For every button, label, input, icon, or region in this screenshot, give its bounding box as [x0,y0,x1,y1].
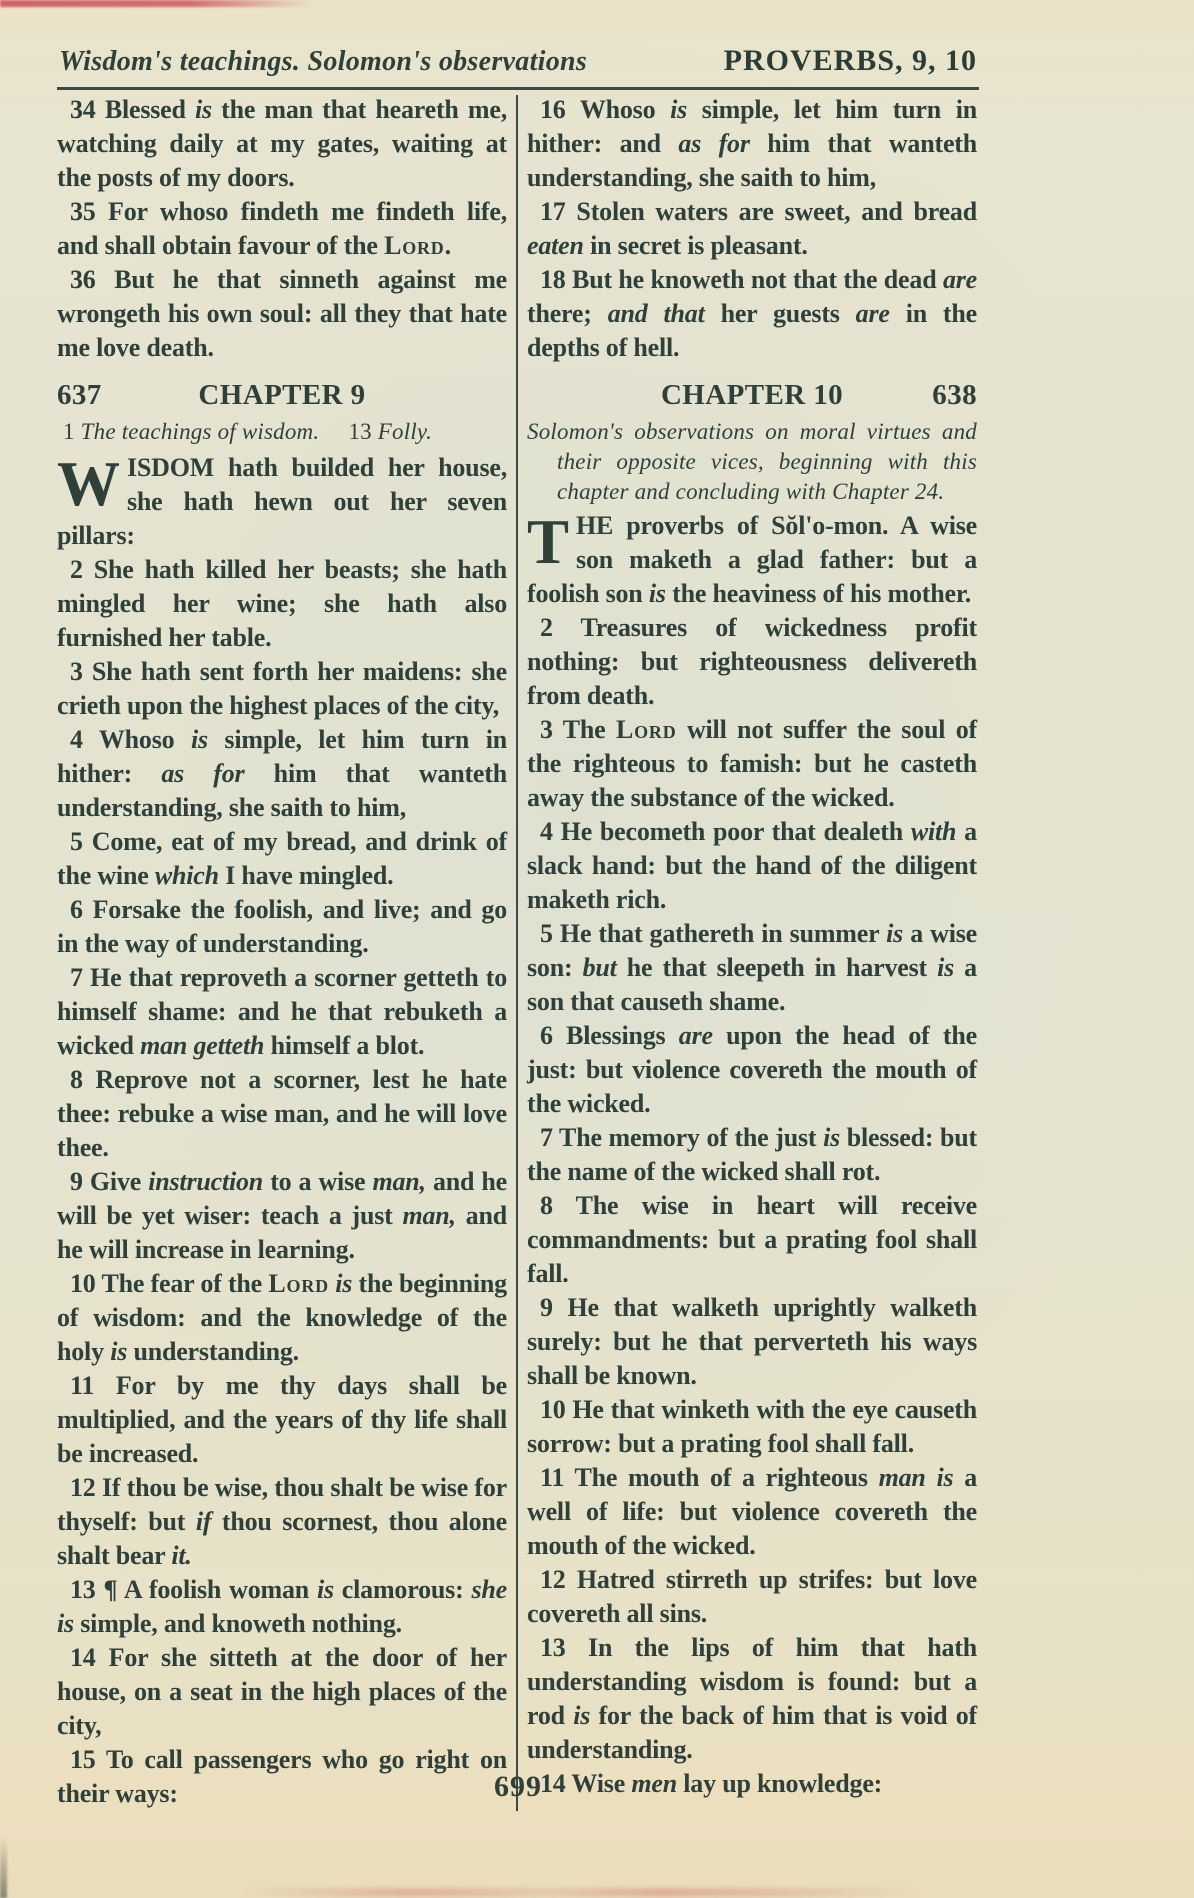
italic-word: she is [57,1575,507,1638]
column-left [57,93,507,1811]
italic-word: are [855,299,890,328]
scan-edge-shadow [0,1838,7,1898]
italic-word: are [678,1021,713,1050]
verse: 18 But he knoweth not that the dead are there; and that her guests are in the depths of hell. [527,265,977,362]
italic-word: and that [607,299,705,328]
verse: 2 She hath killed her beasts; she hath mingled her wine; she hath also furnished her table. [57,555,507,652]
column-right [527,93,977,1811]
verse: 11 The mouth of a righteous man is a well of life: but violence covereth the mouth of the wicked. [527,1463,978,1560]
verse: 9 He that walketh uprightly walketh surely: but he that perverteth his ways shall be known. [527,1293,977,1390]
bleed-through-red-text [240,1888,920,1897]
verse: 5 Come, eat of my bread, and drink of the wine which I have mingled. [57,827,507,890]
page-number: 699 [494,1770,542,1803]
chapter-summary: 1 The teachings of wisdom. 13 Folly. [63,419,433,444]
verse: THE proverbs of Sŏl'o-mon. A wise son maketh a glad father: but a foolish son is the heaviness of his mother. [527,507,977,608]
italic-word: if [195,1507,212,1536]
chapter-heading [527,378,977,412]
italic-word: eaten [527,231,584,260]
verse: 7 He that reproveth a scorner getteth to himself shame: and he that rebuketh a wicked man getteth himself a blot. [57,963,507,1060]
column-number: 638 [932,379,977,411]
verse: 14 For she sitteth at the door of her house, on a seat in the high places of the city, [57,1643,507,1740]
italic-word: men [631,1769,677,1798]
verse: 8 The wise in heart will receive commandments: but a prating fool shall fall. [527,1191,977,1288]
italic-word: is [335,1269,353,1298]
chapter-title: CHAPTER 9 [198,379,366,411]
verse: 5 He that gathereth in summer is a wise son: but he that sleepeth in harvest is a son that causeth shame. [527,919,977,1016]
verse: 16 Whoso is simple, let him turn in hither: and as for him that wanteth understanding, she saith to him, [527,95,977,192]
italic-word: The teachings of wisdom. [80,419,320,444]
running-head-reference: PROVERBS, 9, 10 [723,44,977,77]
italic-word: which [154,861,219,890]
italic-word: is [190,725,208,754]
italic-word: but [582,953,617,982]
verse: 34 Blessed is the man that heareth me, watching daily at my gates, waiting at the posts of my doors. [57,95,507,192]
header-rule [57,87,979,90]
verse: 35 For whoso findeth me findeth life, and shall obtain favour of the Lord. [57,197,507,260]
italic-word: are [942,265,977,294]
italic-word: with [910,817,957,846]
drop-cap: W [57,449,120,519]
verse: 8 Reprove not a scorner, lest he hate thee: rebuke a wise man, and he will love thee. [57,1065,507,1162]
verse: 9 Give instruction to a wise man, and he will be yet wiser: teach a just man, and he will increase in learning. [57,1167,507,1264]
italic-word: is [316,1575,334,1604]
verse: 14 Wise men lay up knowledge: [540,1769,883,1798]
lord-smallcaps: Lord [268,1269,329,1298]
italic-word: man, [402,1201,456,1230]
italic-word: as for [161,759,245,788]
italic-word: man getteth [140,1031,265,1060]
chapter-summary [527,417,977,507]
italic-word: is [937,953,955,982]
italic-word: Folly. [377,419,433,444]
verse: 17 Stolen waters are sweet, and bread eaten in secret is pleasant. [527,197,977,260]
chapter-title: CHAPTER 10 [660,379,844,411]
verse: 12 Hatred stirreth up strifes: but love covereth all sins. [527,1565,977,1628]
verse: 10 He that winketh with the eye causeth sorrow: but a prating fool shall fall. [527,1395,977,1458]
verse: 4 He becometh poor that dealeth with a slack hand: but the hand of the diligent maketh rich. [527,817,977,914]
italic-word: is [648,579,666,608]
running-head [57,44,979,78]
verse: 12 If thou be wise, thou shalt be wise for thyself: but if thou scornest, thou alone shalt bear it. [57,1473,508,1570]
italic-word: Solomon's observations on moral virtues and their opposite vices, beginning with this chapter and concluding with Chapter 24. [527,419,977,504]
verse: WISDOM hath builded her house, she hath hewn out her seven pillars: [57,449,507,550]
text-block [57,93,979,1811]
italic-word: is [110,1337,128,1366]
verse: 3 She hath sent forth her maidens: she crieth upon the highest places of the city, [57,657,507,720]
italic-word: is [194,95,212,124]
italic-word: is [573,1701,591,1730]
page [57,44,979,1811]
column-divider [516,95,518,1811]
verse: 6 Forsake the foolish, and live; and go in the way of understanding. [57,895,507,958]
italic-word: is [886,919,904,948]
verse: 13 ¶ A foolish woman is clamorous: she is simple, and knoweth nothing. [57,1575,507,1638]
italic-word: instruction [148,1167,264,1196]
italic-word: as for [678,129,750,158]
verse: 7 The memory of the just is blessed: but the name of the wicked shall rot. [527,1123,977,1186]
italic-word: man, [372,1167,426,1196]
lord-smallcaps: Lord [615,715,677,744]
lord-smallcaps: Lord [384,231,445,260]
verse: 3 The Lord will not suffer the soul of the righteous to famish: but he casteth away the substance of the wicked. [527,715,977,812]
page-edge-red-strip [0,0,315,7]
verse: 6 Blessings are upon the head of the just: but violence covereth the mouth of the wicked. [527,1021,977,1118]
italic-word: man is [878,1463,954,1492]
chapter-heading [57,378,507,412]
verse: 11 For by me thy days shall be multiplied, and the years of thy life shall be increased. [57,1371,507,1468]
verse: 36 But he that sinneth against me wrongeth his own soul: all they that hate me love death. [57,265,507,362]
verse: 13 In the lips of him that hath understanding wisdom is found: but a rod is for the back of him that is void of understanding. [527,1633,978,1764]
italic-word: it. [171,1541,192,1570]
verse: 15 To call passengers who go right on their ways: [57,1745,507,1808]
running-head-title: Wisdom's teachings. Solomon's observations [59,46,588,77]
verse: 2 Treasures of wickedness profit nothing: but righteousness delivereth from death. [527,613,977,710]
italic-word: is [823,1123,841,1152]
drop-cap: T [527,507,570,577]
verse: 4 Whoso is simple, let him turn in hither: as for him that wanteth understanding, she saith to him, [57,725,507,822]
column-number: 637 [57,379,102,411]
verse: 10 The fear of the Lord is the beginning of wisdom: and the knowledge of the holy is understanding. [57,1269,507,1366]
italic-word: is [670,95,688,124]
